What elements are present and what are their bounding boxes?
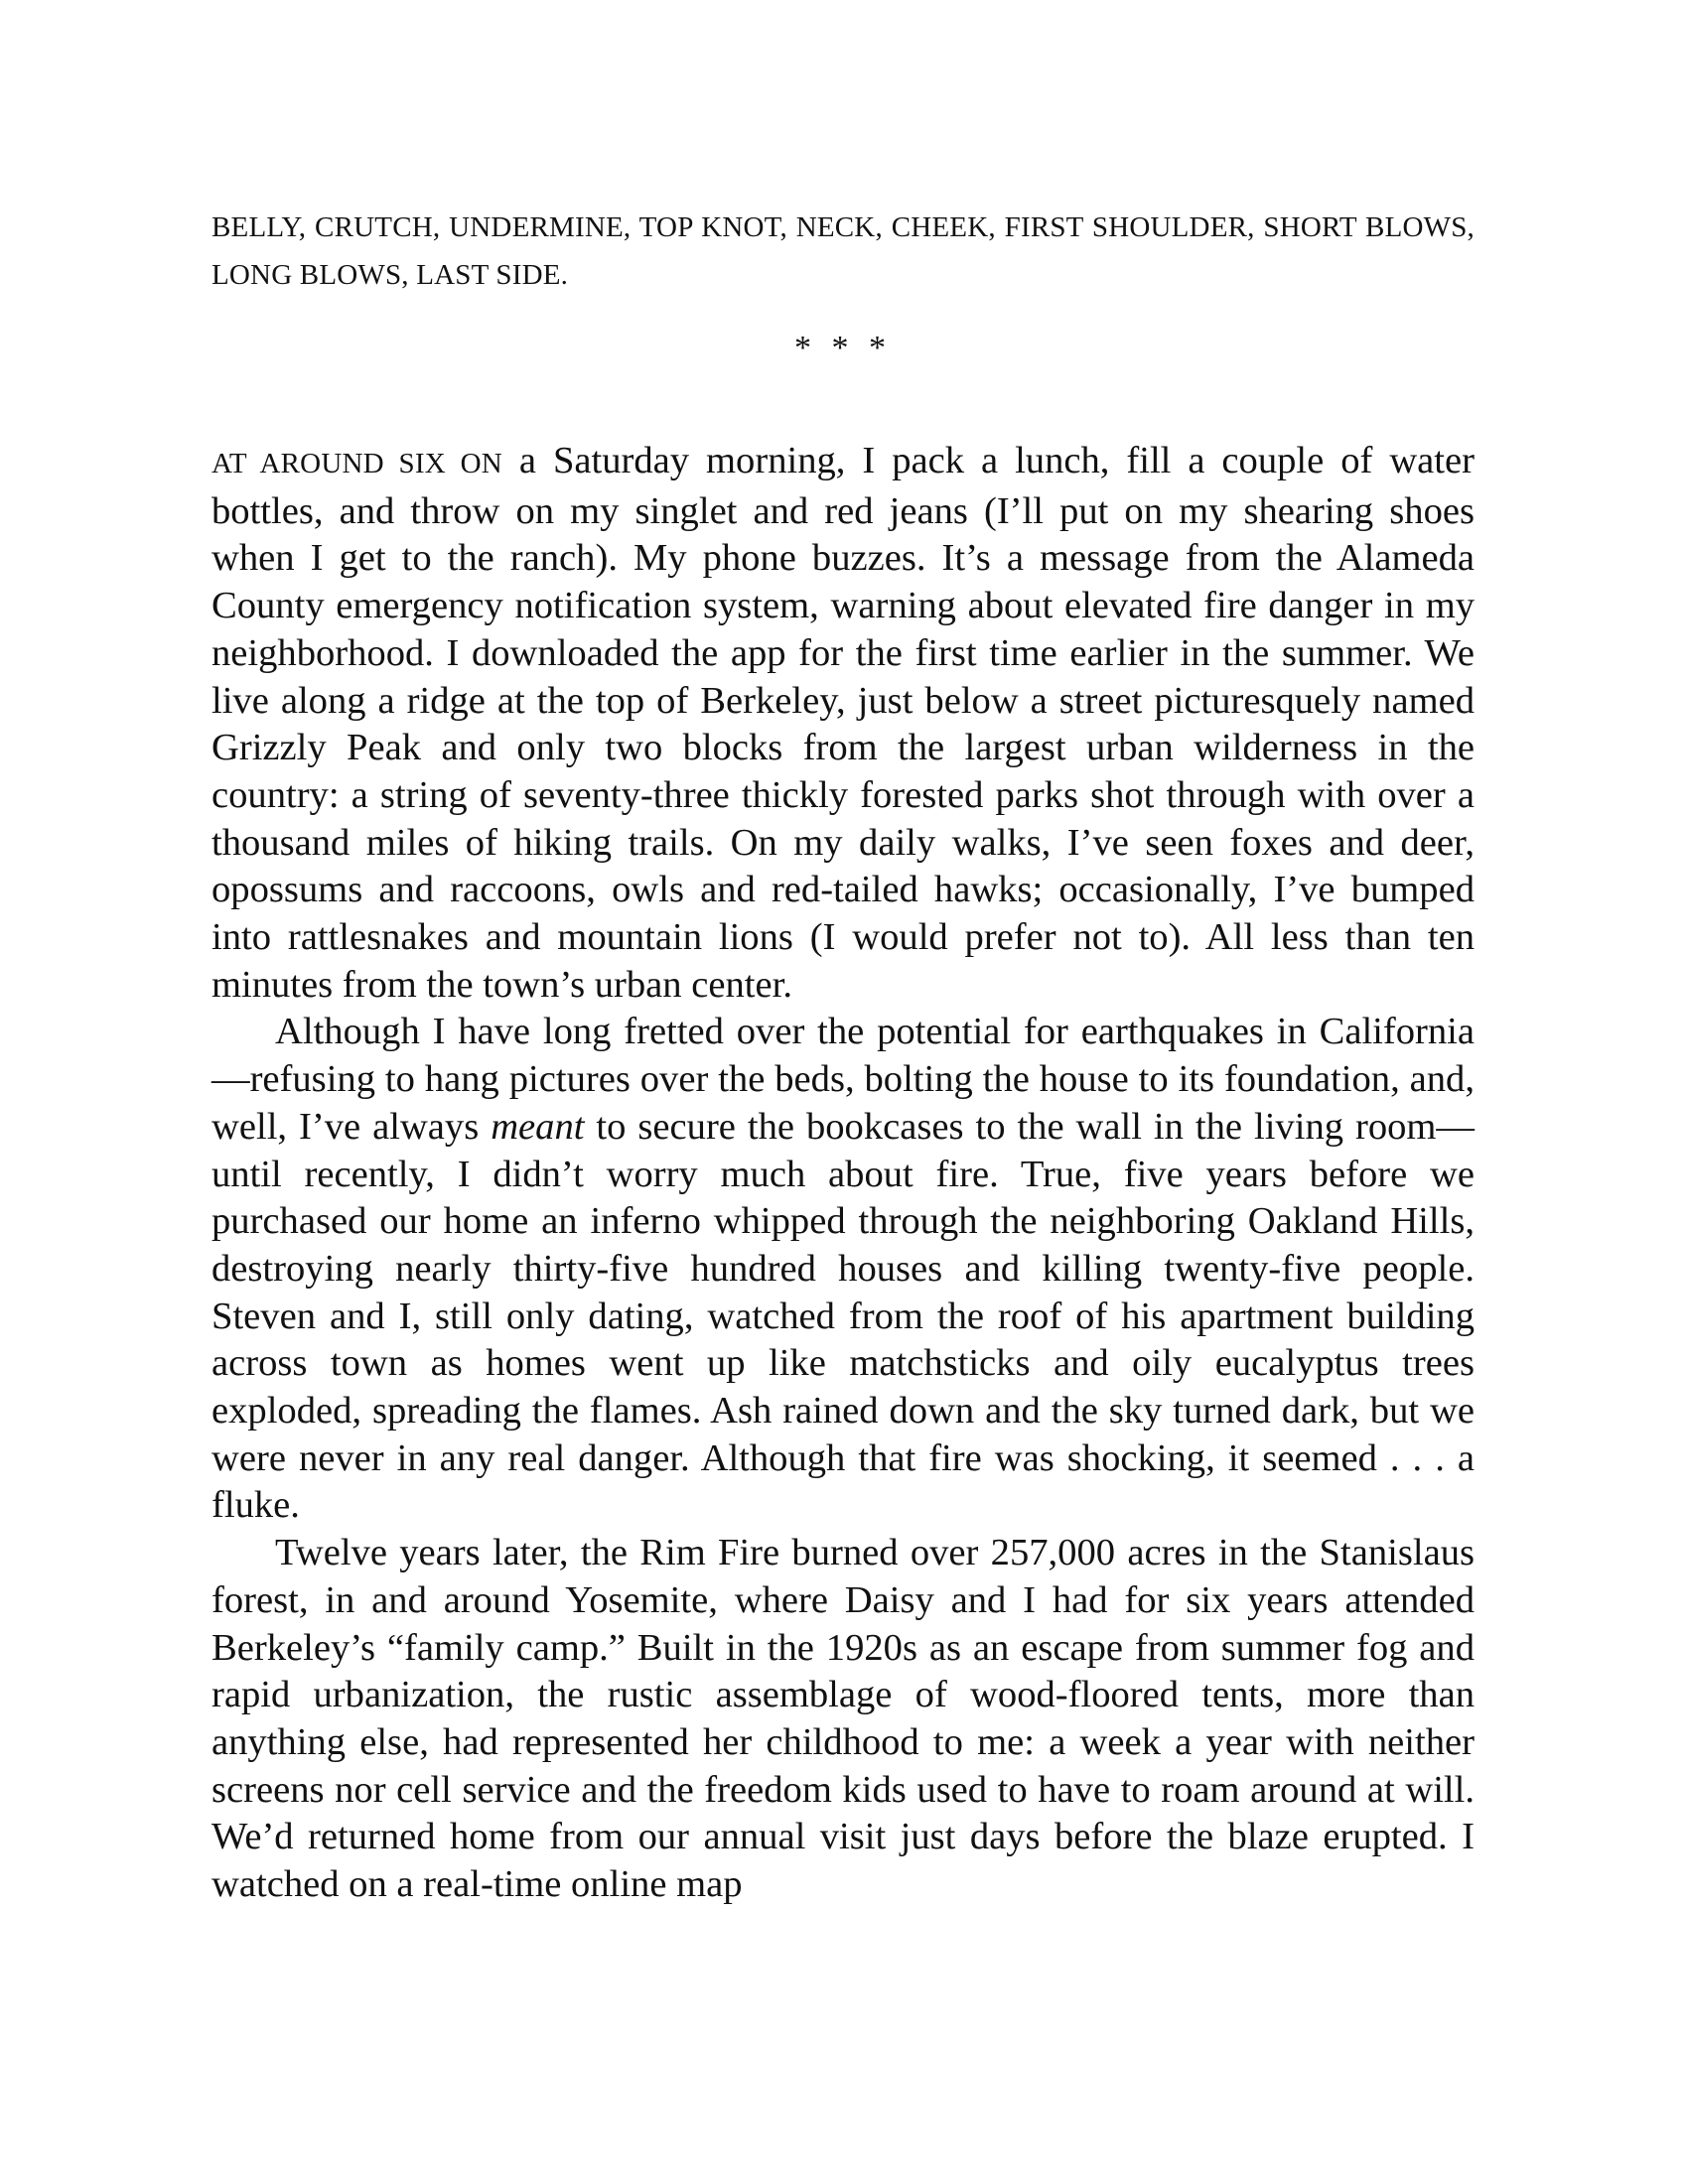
shearing-blows-list: BELLY, CRUTCH, UNDERMINE, TOP KNOT, NECK, CHEEK, FIRST SHOULDER, SHORT BLOWS, LONG BLOWS, LAST SIDE.	[211, 211, 1475, 291]
body-text	[211, 438, 1475, 1909]
book-page	[211, 204, 1475, 1909]
paragraph-1	[211, 438, 1475, 1009]
section-break: * * *	[794, 330, 892, 366]
lead-in-caps: AT AROUND SIX ON	[211, 448, 502, 479]
paragraph-2	[211, 1009, 1475, 1530]
paragraph-3: Twelve years later, the Rim Fire burned over 257,000 acres in the Stanislaus forest, in and around Yosemite, where Daisy and I had for six years attended Berkeley’s “family camp.” Built in the 1920s as an escape from summer fog and rapid urbanization, the rustic assemblage of wood-floored tents, more than anything else, had represented her childhood to me: a week a year with neither screens nor cell service and the freedom kids used to have to roam around at will. We’d returned home from our annual visit just days before the blaze erupted. I watched on a real-time online map	[211, 1532, 1475, 1906]
paragraph-2-text-b: to secure the bookcases to the wall in the living room—until recently, I didn’t worry much about fire. True, five years before we purchased our home an inferno whipped through the neighboring Oakland Hills, destroying nearly thirty-five hundred houses and killing twenty-five people. Steven and I, still only dating, watched from the roof of his apartment building across town as homes went up like matchsticks and oily eucalyptus trees exploded, spreading the flames. Ash rained down and the sky turned dark, but we were never in any real danger. Although that fire was shocking, it seemed . . . a fluke.	[211, 1105, 1475, 1527]
paragraph-2-text-a: Although I have long fretted over the potential for earthquakes in California—refusing to hang pictures over the beds, bolting the house to its foundation, and, well, I’ve always	[211, 1011, 1475, 1148]
paragraph-1-text: a Saturday morning, I pack a lunch, fill a couple of water bottles, and throw on my singlet and red jeans (I’ll put on my shearing shoes when I get to the ranch). My phone buzzes. It’s a message from the Alameda County emergency notification system, warning about elevated fire danger in my neighborhood. I downloaded the app for the first time earlier in the summer. We live along a ridge at the top of Berkeley, just below a street picturesquely named Grizzly Peak and only two blocks from the largest urban wilderness in the country: a string of seventy-three thickly forested parks shot through with over a thousand miles of hiking trails. On my daily walks, I’ve seen foxes and deer, opossums and raccoons, owls and red-tailed hawks; occasionally, I’ve bumped into rattlesnakes and mountain lions (I would prefer not to). All less than ten minutes from the town’s urban center.	[211, 440, 1475, 1006]
paragraph-2-italic: meant	[491, 1105, 585, 1148]
